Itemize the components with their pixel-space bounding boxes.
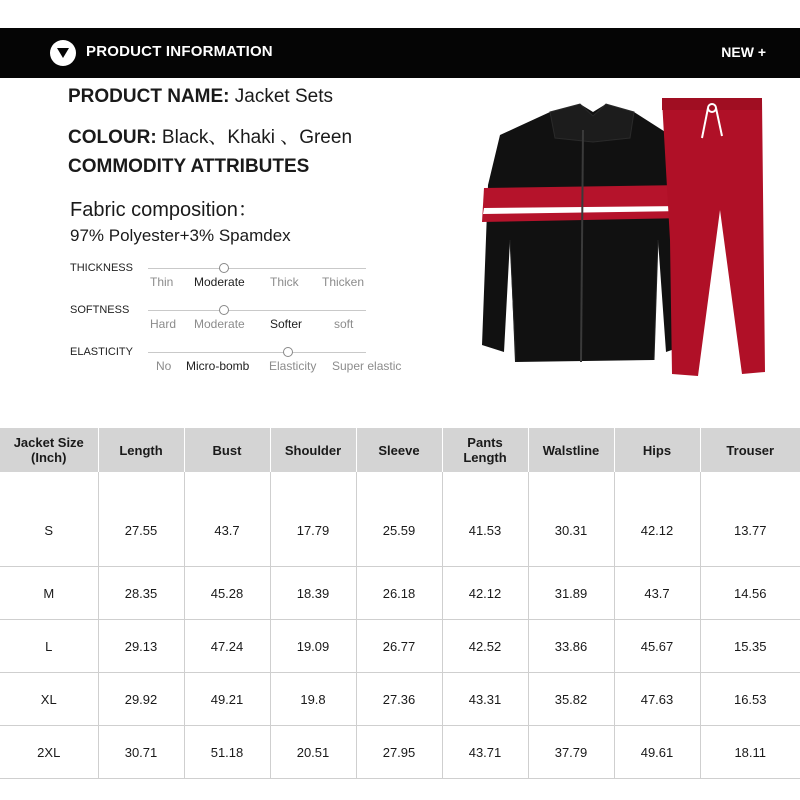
table-cell: 29.13 bbox=[98, 620, 184, 673]
column-header: Hips bbox=[614, 428, 700, 472]
table-row bbox=[0, 567, 800, 620]
table-cell: 18.39 bbox=[270, 567, 356, 620]
table-row bbox=[0, 673, 800, 726]
table-cell: 15.35 bbox=[700, 620, 800, 673]
table-cell: 42.52 bbox=[442, 620, 528, 673]
column-header: Jacket Size (Inch) bbox=[0, 428, 98, 472]
table-cell: 51.18 bbox=[184, 726, 270, 779]
table-cell: 29.92 bbox=[98, 673, 184, 726]
table-cell: 45.28 bbox=[184, 567, 270, 620]
column-header: Bust bbox=[184, 428, 270, 472]
table-cell: 20.51 bbox=[270, 726, 356, 779]
table-cell: 47.63 bbox=[614, 673, 700, 726]
table-cell: 19.09 bbox=[270, 620, 356, 673]
column-header: Sleeve bbox=[356, 428, 442, 472]
table-cell: 49.21 bbox=[184, 673, 270, 726]
attribute-option: Thick bbox=[270, 275, 299, 289]
new-label: NEW + bbox=[721, 44, 766, 60]
attribute-option: Thicken bbox=[322, 275, 365, 289]
table-cell: 27.36 bbox=[356, 673, 442, 726]
column-header: Trouser bbox=[700, 428, 800, 472]
attribute-knob bbox=[219, 305, 229, 315]
table-cell: XL bbox=[0, 673, 98, 726]
attribute-option: Softer bbox=[270, 317, 303, 331]
fabric-label: Fabric composition： bbox=[70, 199, 258, 221]
product-image bbox=[470, 90, 780, 390]
colour-value: Black、Khaki 、Green bbox=[156, 127, 353, 148]
product-name-label: PRODUCT NAME: bbox=[68, 86, 230, 107]
table-cell: 30.71 bbox=[98, 726, 184, 779]
attribute-track bbox=[148, 352, 366, 353]
attribute-option: Thin bbox=[150, 275, 174, 289]
table-cell: L bbox=[0, 620, 98, 673]
table-cell: 25.59 bbox=[356, 472, 442, 567]
table-cell: 26.18 bbox=[356, 567, 442, 620]
column-header: Walstline bbox=[528, 428, 614, 472]
chevron-down-icon bbox=[50, 40, 76, 66]
table-cell: 43.71 bbox=[442, 726, 528, 779]
page-title: PRODUCT INFORMATION bbox=[86, 43, 273, 60]
table-cell: 42.12 bbox=[442, 567, 528, 620]
attribute-track bbox=[148, 268, 366, 269]
table-cell: 27.95 bbox=[356, 726, 442, 779]
table-cell: 33.86 bbox=[528, 620, 614, 673]
attribute-option: Elasticity bbox=[269, 359, 317, 373]
table-cell: 30.31 bbox=[528, 472, 614, 567]
table-row bbox=[0, 620, 800, 673]
table-cell: 13.77 bbox=[700, 472, 800, 567]
table-cell: 16.53 bbox=[700, 673, 800, 726]
attributes-heading: COMMODITY ATTRIBUTES bbox=[68, 156, 310, 177]
attribute-option: Micro-bomb bbox=[186, 359, 250, 373]
table-cell: 49.61 bbox=[614, 726, 700, 779]
table-cell: 47.24 bbox=[184, 620, 270, 673]
table-cell: 45.67 bbox=[614, 620, 700, 673]
colour-label: COLOUR: bbox=[68, 127, 157, 148]
table-cell: 43.7 bbox=[184, 472, 270, 567]
table-cell: 14.56 bbox=[700, 567, 800, 620]
table-cell: M bbox=[0, 567, 98, 620]
header-banner bbox=[0, 28, 800, 78]
attribute-label: SOFTNESS bbox=[70, 304, 130, 316]
table-header-row bbox=[0, 428, 800, 472]
table-cell: 31.89 bbox=[528, 567, 614, 620]
attribute-knob bbox=[283, 347, 293, 357]
table-cell: 26.77 bbox=[356, 620, 442, 673]
product-name-line bbox=[68, 86, 333, 108]
table-cell: 41.53 bbox=[442, 472, 528, 567]
attribute-track bbox=[148, 310, 366, 311]
attribute-option: soft bbox=[334, 317, 354, 331]
attribute-label: ELASTICITY bbox=[70, 346, 133, 358]
table-cell: 17.79 bbox=[270, 472, 356, 567]
table-cell: 28.35 bbox=[98, 567, 184, 620]
attribute-option: Super elastic bbox=[332, 359, 402, 373]
table-cell: 43.31 bbox=[442, 673, 528, 726]
attribute-knob bbox=[219, 263, 229, 273]
table-cell: 18.11 bbox=[700, 726, 800, 779]
table-cell: 27.55 bbox=[98, 472, 184, 567]
table-cell: 43.7 bbox=[614, 567, 700, 620]
colour-line bbox=[68, 122, 352, 149]
column-header: Pants Length bbox=[442, 428, 528, 472]
table-cell: S bbox=[0, 472, 98, 567]
table-row bbox=[0, 726, 800, 779]
column-header: Length bbox=[98, 428, 184, 472]
attribute-option: Moderate bbox=[194, 317, 245, 331]
table-cell: 37.79 bbox=[528, 726, 614, 779]
attribute-option: Hard bbox=[150, 317, 177, 331]
table-cell: 19.8 bbox=[270, 673, 356, 726]
table-cell: 42.12 bbox=[614, 472, 700, 567]
fabric-value: 97% Polyester+3% Spamdex bbox=[70, 226, 291, 245]
product-name-value: Jacket Sets bbox=[229, 86, 333, 107]
table-cell: 35.82 bbox=[528, 673, 614, 726]
size-table bbox=[0, 428, 800, 779]
table-row bbox=[0, 472, 800, 567]
attribute-option: No bbox=[156, 359, 172, 373]
column-header: Shoulder bbox=[270, 428, 356, 472]
attribute-label: THICKNESS bbox=[70, 262, 133, 274]
table-cell: 2XL bbox=[0, 726, 98, 779]
attribute-option: Moderate bbox=[194, 275, 245, 289]
